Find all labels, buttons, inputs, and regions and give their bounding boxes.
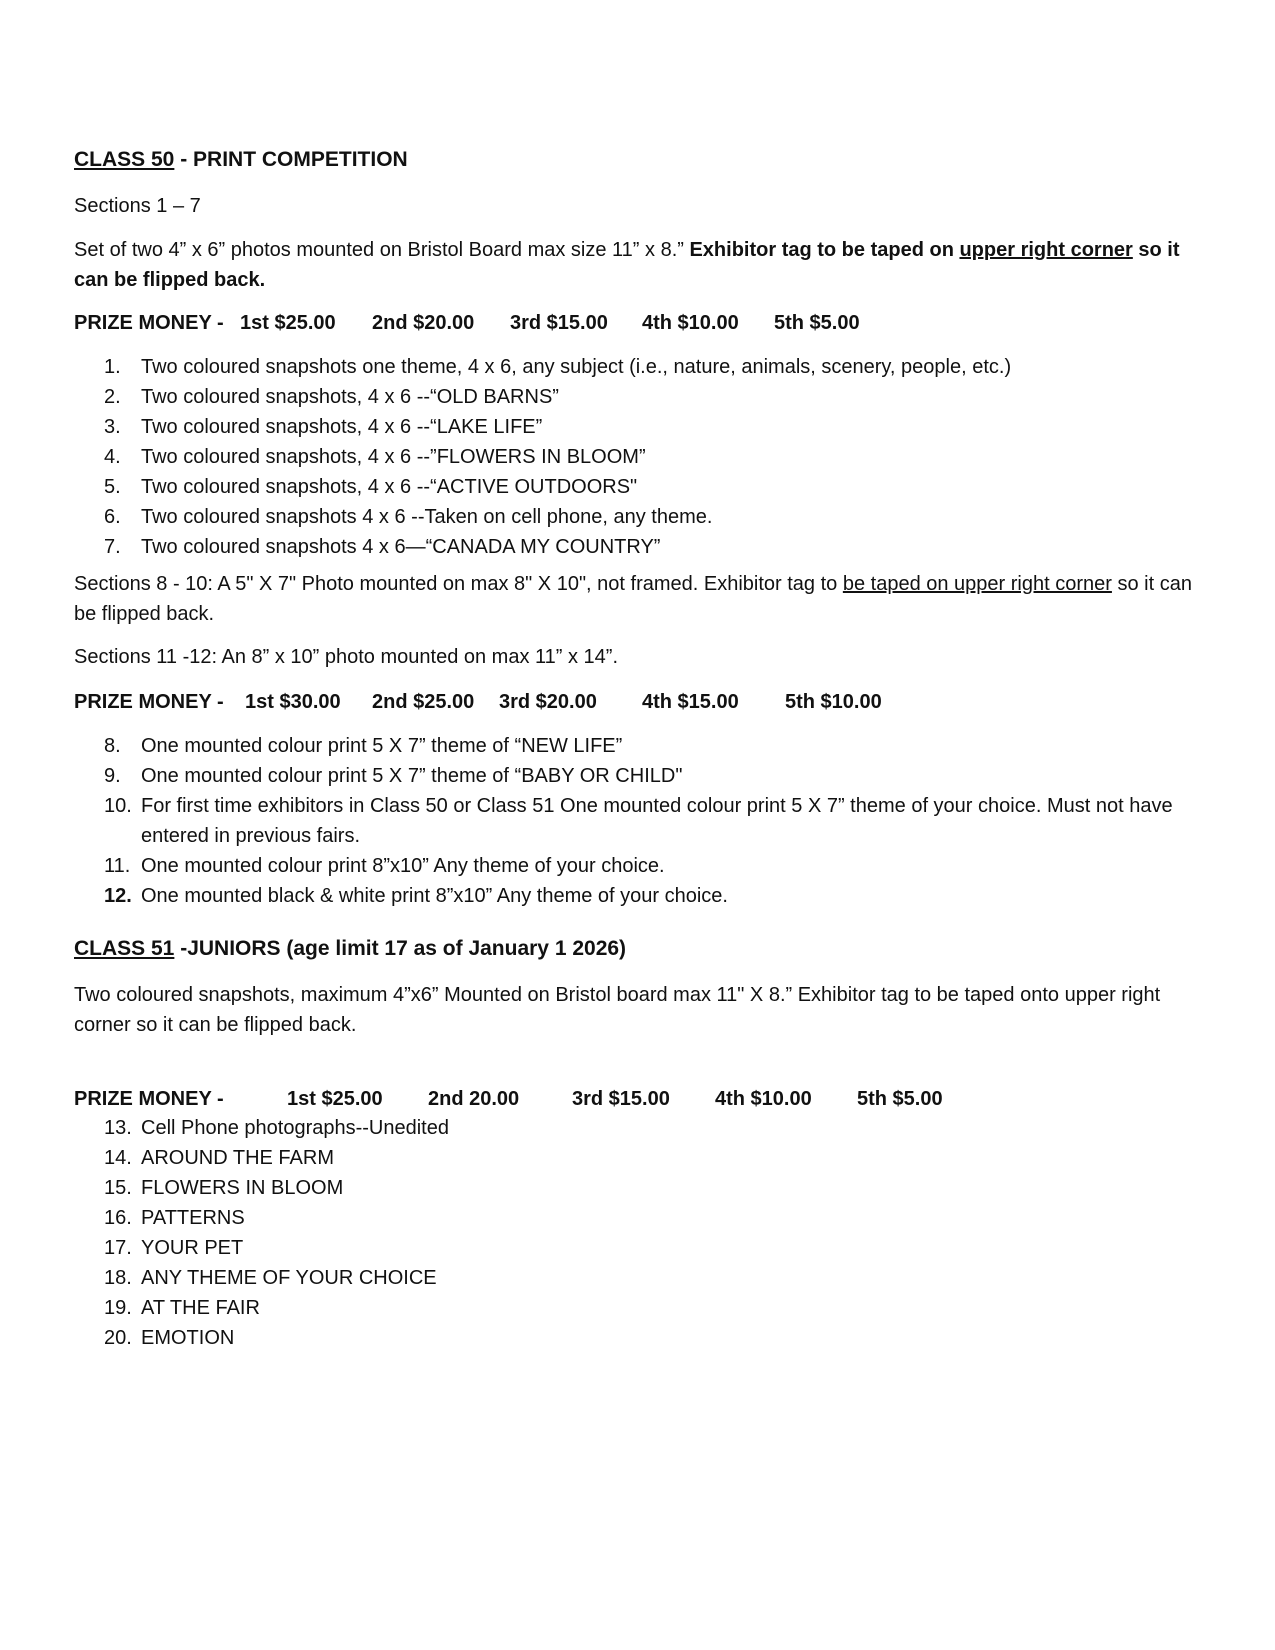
list-item-text: Two coloured snapshots one theme, 4 x 6, any subject (i.e., nature, animals, scenery, people, etc.) (141, 356, 1012, 378)
class51-prize-money-row (74, 1084, 1204, 1114)
prize-label: PRIZE MONEY - (74, 312, 224, 334)
class51-heading-rest: -JUNIORS (age limit 17 as of January 1 2026) (174, 937, 627, 960)
prize-second: 2nd $20.00 (372, 312, 475, 334)
list-item (74, 472, 1204, 502)
prize-first: 1st $25.00 (240, 312, 336, 334)
list-item-number: 8. (104, 735, 121, 757)
prize-second: 2nd 20.00 (428, 1088, 520, 1110)
list-item-text: EMOTION (141, 1327, 235, 1349)
class50-desc-bold1: Exhibitor tag to be taped on (689, 239, 960, 261)
list-item-text: Two coloured snapshots 4 x 6 --Taken on cell phone, any theme. (141, 506, 713, 528)
list-item-number: 6. (104, 506, 121, 528)
class50-desc-bold2: so it can be flipped back. (74, 239, 1180, 291)
list-item-text: For first time exhibitors in Class 50 or Class 51 One mounted colour print 5 X 7” theme of your choice. Must not have entered in previous fairs. (141, 795, 1173, 847)
list-item (74, 382, 1204, 412)
class50-heading-class: CLASS 50 (74, 148, 175, 171)
list-item-number: 13. (104, 1117, 132, 1139)
list-item-number: 16. (104, 1207, 132, 1229)
list-item (74, 1203, 1204, 1233)
list-item-text: AROUND THE FARM (141, 1147, 334, 1169)
list-item-text: One mounted colour print 8”x10” Any theme of your choice. (141, 855, 665, 877)
prize-third: 3rd $15.00 (572, 1088, 670, 1110)
class50-heading (74, 145, 1204, 175)
list-item-text: Two coloured snapshots 4 x 6—“CANADA MY COUNTRY” (141, 536, 661, 558)
list-item-number: 17. (104, 1237, 132, 1259)
list-item-number: 7. (104, 536, 121, 558)
list-item-number: 20. (104, 1327, 132, 1349)
list-item (74, 1143, 1204, 1173)
class50-prize-money-row-2 (74, 687, 1204, 717)
list-item (74, 442, 1204, 472)
list-item-text: Two coloured snapshots, 4 x 6 --”FLOWERS IN BLOOM” (141, 446, 646, 468)
list-item-number: 14. (104, 1147, 132, 1169)
prize-fourth: 4th $10.00 (715, 1088, 812, 1110)
list-item (74, 1323, 1204, 1353)
prize-label: PRIZE MONEY - (74, 691, 224, 713)
list-item-text: Two coloured snapshots, 4 x 6 --“OLD BARNS” (141, 386, 559, 408)
list-item (74, 791, 1204, 851)
list-item-text: Two coloured snapshots, 4 x 6 --“LAKE LIFE” (141, 416, 543, 438)
list-item-text: AT THE FAIR (141, 1297, 260, 1319)
list-item-number: 18. (104, 1267, 132, 1289)
sec8-underline: be taped on upper right corner (842, 573, 1112, 595)
prize-first: 1st $30.00 (245, 691, 341, 713)
list-item (74, 881, 1204, 911)
list-item-number: 5. (104, 476, 121, 498)
class50-sections-8-10-description (74, 569, 1204, 629)
class50-heading-rest: - PRINT COMPETITION (174, 148, 408, 171)
list-item-number: 2. (104, 386, 121, 408)
sec8-part1: Sections 8 - 10: A 5" X 7" Photo mounted on max 8" X 10", not framed. Exhibitor tag to (74, 573, 843, 595)
list-item-number: 12. (104, 885, 132, 907)
list-item-number: 19. (104, 1297, 132, 1319)
list-item (74, 1233, 1204, 1263)
prize-label: PRIZE MONEY - (74, 1088, 224, 1110)
list-item (74, 1263, 1204, 1293)
list-item (74, 412, 1204, 442)
list-item (74, 851, 1204, 881)
list-item-text: One mounted colour print 5 X 7” theme of “NEW LIFE” (141, 735, 623, 757)
list-item (74, 1113, 1204, 1143)
class50-desc-bold-underline: upper right corner (959, 239, 1133, 261)
list-item-number: 11. (104, 855, 131, 877)
class50-prize-money-row-1 (74, 308, 1204, 338)
class50-sections-11-12-description: Sections 11 -12: An 8” x 10” photo mounted on max 11” x 14”. (74, 646, 619, 668)
list-item-text: One mounted colour print 5 X 7” theme of “BABY OR CHILD" (141, 765, 683, 787)
class50-sections-label: Sections 1 – 7 (74, 195, 201, 217)
list-item-text: One mounted black & white print 8”x10” Any theme of your choice. (141, 885, 728, 907)
list-item-text: YOUR PET (141, 1237, 244, 1259)
class50-sections-8-12-list (74, 731, 1204, 911)
class51-heading-class: CLASS 51 (74, 937, 175, 960)
list-item-number: 3. (104, 416, 121, 438)
prize-fifth: 5th $10.00 (785, 691, 882, 713)
list-item (74, 352, 1204, 382)
prize-fifth: 5th $5.00 (774, 312, 860, 334)
list-item (74, 761, 1204, 791)
prize-first: 1st $25.00 (287, 1088, 383, 1110)
class51-heading (74, 934, 1204, 964)
list-item (74, 1173, 1204, 1203)
class50-desc-part1: Set of two 4” x 6” photos mounted on Bristol Board max size 11” x 8.” (74, 239, 690, 261)
sec8-part2: so it can be flipped back. (74, 573, 1192, 625)
prize-fourth: 4th $15.00 (642, 691, 739, 713)
list-item-number: 15. (104, 1177, 132, 1199)
prize-second: 2nd $25.00 (372, 691, 475, 713)
class50-description (74, 235, 1204, 295)
list-item (74, 1293, 1204, 1323)
class51-sections-list (74, 1113, 1204, 1353)
prize-fourth: 4th $10.00 (642, 312, 739, 334)
prize-fifth: 5th $5.00 (857, 1088, 943, 1110)
list-item-number: 1. (104, 356, 121, 378)
list-item-text: FLOWERS IN BLOOM (141, 1177, 344, 1199)
list-item-number: 4. (104, 446, 121, 468)
list-item (74, 731, 1204, 761)
prize-third: 3rd $15.00 (510, 312, 608, 334)
list-item-number: 10. (104, 795, 132, 817)
list-item-number: 9. (104, 765, 121, 787)
class51-description: Two coloured snapshots, maximum 4”x6” Mounted on Bristol board max 11" X 8.” Exhibitor tag to be taped onto upper right corner so it can be flipped back. (74, 984, 1161, 1036)
class50-sections-1-7-list (74, 352, 1204, 562)
list-item (74, 532, 1204, 562)
list-item-text: Cell Phone photographs--Unedited (141, 1117, 449, 1139)
list-item-text: ANY THEME OF YOUR CHOICE (141, 1267, 437, 1289)
prize-third: 3rd $20.00 (499, 691, 597, 713)
list-item (74, 502, 1204, 532)
list-item-text: Two coloured snapshots, 4 x 6 --“ACTIVE OUTDOORS" (141, 476, 638, 498)
list-item-text: PATTERNS (141, 1207, 245, 1229)
